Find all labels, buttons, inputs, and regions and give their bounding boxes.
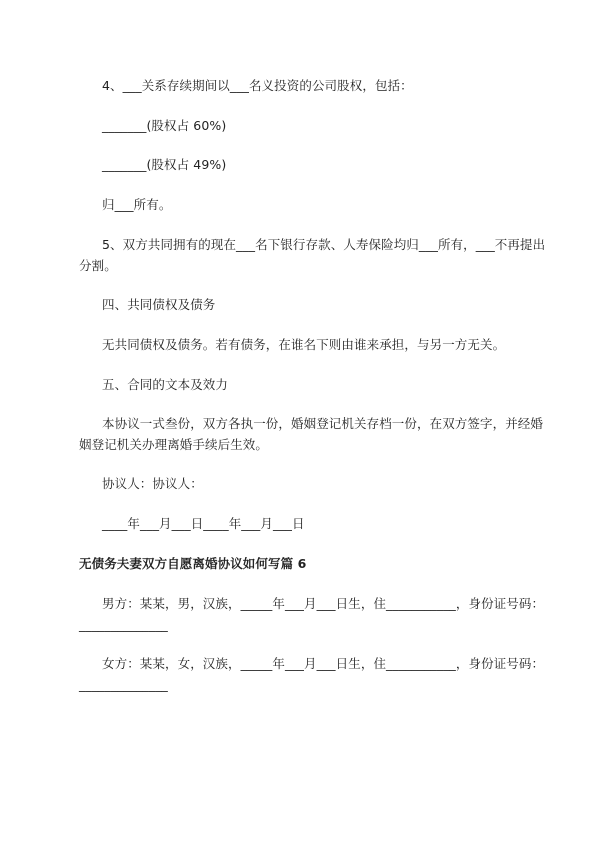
equity-item-1: _______(股权占 60%) [102, 118, 227, 133]
section-4-heading: 四、共同债权及债务 [102, 297, 216, 312]
female-id-line: ______________ [79, 677, 168, 692]
section-5-heading: 五、合同的文本及效力 [102, 377, 229, 392]
ownership-text: 归___所有。 [102, 197, 172, 212]
equity-item-2: _______(股权占 49%) [102, 157, 227, 172]
male-id-line: ______________ [79, 617, 168, 632]
clause-5-text: 5、双方共同拥有的现在___名下银行存款、人寿保险均归___所有，___不再提出 [102, 237, 546, 252]
debt-clause-text: 无共同债权及债务。若有债务，在谁名下则由谁来承担，与另一方无关。 [102, 337, 506, 352]
copies-clause-continuation: 姻登记机关办理离婚手续后生效。 [79, 437, 269, 452]
signatories-line: 协议人：协议人： [102, 476, 203, 491]
date-line: ____年___月___日____年___月___日 [102, 516, 305, 531]
article-heading: 无债务夫妻双方自愿离婚协议如何写篇 6 [79, 556, 307, 571]
copies-clause-text: 本协议一式叁份，双方各执一份，婚姻登记机关存档一份，在双方签字，并经婚 [102, 416, 544, 431]
male-party-line: 男方：某某，男，汉族，_____年___月___日生，住___________，身份证号码： [102, 596, 545, 611]
female-party-line: 女方：某某，女，汉族，_____年___月___日生，住___________，身份证号码： [102, 656, 545, 671]
clause-5-continuation: 分割。 [79, 258, 117, 273]
clause-4-text: 4、___关系存续期间以___名义投资的公司股权，包括： [102, 78, 413, 93]
